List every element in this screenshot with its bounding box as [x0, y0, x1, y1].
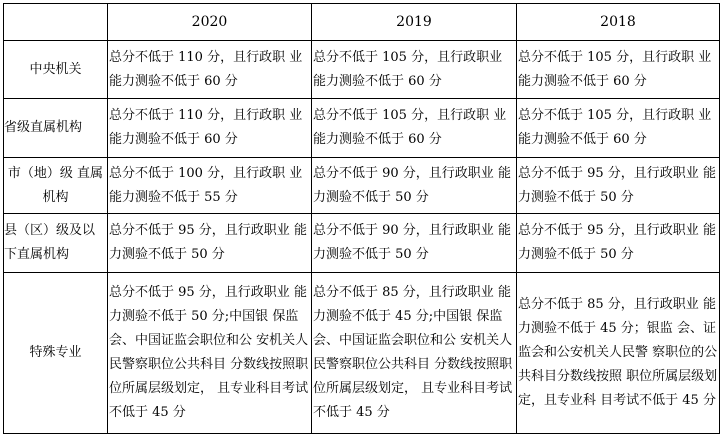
table-cell: 总分不低于 105 分，且行政职业能力测验不低于 60 分	[312, 41, 517, 99]
table-cell: 总分不低于 95 分，且行政职业 能力测验不低于 50 分	[108, 214, 312, 273]
header-year-2020: 2020	[108, 4, 312, 41]
header-row	[4, 4, 720, 41]
table-row	[4, 214, 720, 273]
table-cell: 总分不低于 90 分，且行政职业 能力测验不低于 50 分	[312, 158, 517, 214]
table-cell: 总分不低于 110 分，且行政职 业能力测验不低于 60 分	[108, 99, 312, 158]
table-cell: 总分不低于 100 分，且行政职 业能力测验不低于 55 分	[108, 158, 312, 214]
row-category: 县（区）级及以下直属机构	[4, 214, 108, 273]
table-cell: 总分不低于 85 分，且行政职业 能力测验不低于 45 分;中国银 保监会、中国证监会职位和公 安机关人民警察职位公共科目 分数线按照职位所属层级划定， 且专业科目考试不低于 45 分	[312, 273, 517, 434]
table-row	[4, 158, 720, 214]
row-category: 中央机关	[4, 41, 108, 99]
table-cell: 总分不低于 95 分，且行政职业 能力测验不低于 50 分	[517, 158, 720, 214]
table-cell: 总分不低于 85 分，且行政职业 能力测验不低于 45 分；银监 会、证监会和公安机关人民警 察职位的公共科目分数线按照 职位所属层级划定，且专业科 目考试不低于 45 分	[517, 273, 720, 434]
table-cell: 总分不低于 90 分，且行政职业 能力测验不低于 50 分	[312, 214, 517, 273]
header-year-2018: 2018	[517, 4, 720, 41]
table-cell: 总分不低于 95 分，且行政职业 能力测验不低于 50 分	[517, 214, 720, 273]
table-cell: 总分不低于 110 分，且行政职 业能力测验不低于 60 分	[108, 41, 312, 99]
table-row	[4, 273, 720, 434]
row-category: 市（地）级 直属机构	[4, 158, 108, 214]
table-cell: 总分不低于 105 分，且行政职 业能力测验不低于 60 分	[517, 99, 720, 158]
row-category: 特殊专业	[4, 273, 108, 434]
score-table	[3, 3, 720, 434]
header-year-2019: 2019	[312, 4, 517, 41]
row-category: 省级直属机构	[4, 99, 108, 158]
table-cell: 总分不低于 95 分，且行政职业 能力测验不低于 50 分;中国银 保监会、中国证监会职位和公 安机关人民警察职位公共科目 分数线按照职位所属层级划定， 且专业科目考试不低于 45 分	[108, 273, 312, 434]
table-row	[4, 41, 720, 99]
table-cell: 总分不低于 105 分，且行政职 业能力测验不低于 60 分	[517, 41, 720, 99]
table-cell: 总分不低于 105 分，且行政职 业能力测验不低于 60 分	[312, 99, 517, 158]
table-row	[4, 99, 720, 158]
header-corner	[4, 4, 108, 41]
